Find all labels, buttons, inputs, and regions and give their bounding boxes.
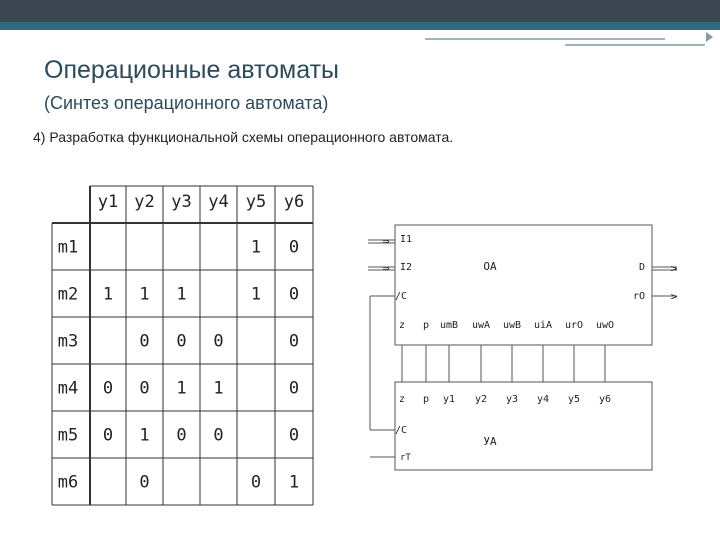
ua-input-C: /C xyxy=(395,425,408,436)
column-header-y4: y4 xyxy=(208,192,229,212)
table-cell: 0 xyxy=(102,378,114,399)
microoperation-table xyxy=(52,186,313,505)
row-label-m1: m1 xyxy=(57,237,79,258)
block-diagram-labels xyxy=(382,234,677,463)
ua-signal-y3: y3 xyxy=(505,394,519,405)
oa-signal-uwB: uwB xyxy=(502,320,522,331)
column-header-y1: y1 xyxy=(97,192,119,212)
table-cell: 0 xyxy=(288,237,300,258)
oa-output-D: D xyxy=(638,262,645,273)
table-cell: 0 xyxy=(139,331,150,352)
ua-signal-y4: y4 xyxy=(536,394,550,405)
oa-signal-uiA: uiA xyxy=(533,320,553,331)
oa-input-C: /C xyxy=(395,291,408,302)
column-header-y5: y5 xyxy=(245,192,267,212)
oa-signal-z: z xyxy=(398,320,406,331)
table-cell: 0 xyxy=(213,425,224,446)
table-cell: 0 xyxy=(176,425,187,446)
table-cell: 0 xyxy=(288,284,300,305)
input-arrow-icon: ⇒ xyxy=(382,261,390,275)
table-cell: 0 xyxy=(139,378,150,399)
ua-rect xyxy=(395,382,652,470)
oa-signal-uwO: uwO xyxy=(595,320,615,331)
oa-name: ОА xyxy=(483,260,497,273)
oa-input-I1: I1 xyxy=(400,234,413,245)
table-cell: 0 xyxy=(288,378,300,399)
table-cell: 0 xyxy=(250,472,262,493)
oa-signal-uwA: uwA xyxy=(471,320,491,331)
table-cell: 0 xyxy=(213,331,224,352)
step-heading: 4) Разработка функциональной схемы операционного автомата. xyxy=(33,129,454,145)
table-cell: 1 xyxy=(250,237,262,258)
table-cell: 1 xyxy=(139,425,150,446)
table-cell: 1 xyxy=(176,284,187,305)
column-header-y6: y6 xyxy=(283,192,305,212)
table-cell: 1 xyxy=(288,472,300,493)
row-label-m3: m3 xyxy=(57,331,79,352)
oa-input-I2: I2 xyxy=(400,262,413,273)
oa-block xyxy=(368,225,677,470)
ua-signal-y6: y6 xyxy=(598,394,612,405)
slide-subtitle: (Синтез операционного автомата) xyxy=(44,93,329,113)
table-cell: 0 xyxy=(288,331,300,352)
ua-signal-y2: y2 xyxy=(474,394,488,405)
oa-signal-urO: urO xyxy=(564,320,584,331)
table-cell: 0 xyxy=(176,331,187,352)
ua-signal-p: p xyxy=(422,394,430,405)
ua-signal-z: z xyxy=(398,394,406,405)
output-arrow-icon: > xyxy=(670,290,678,303)
table-cell: 1 xyxy=(213,378,224,399)
oa-signal-p: p xyxy=(422,320,430,331)
table-cell: 0 xyxy=(288,425,300,446)
table-cell: 1 xyxy=(102,284,114,305)
oa-signal-umB: umB xyxy=(439,320,459,331)
output-arrow-icon: > xyxy=(670,262,678,275)
table-cell: 0 xyxy=(139,472,150,493)
ua-input-rT: rT xyxy=(400,453,411,463)
input-arrow-icon: ⇒ xyxy=(382,234,390,248)
row-label-m5: m5 xyxy=(57,425,79,446)
ua-signal-y5: y5 xyxy=(567,394,581,405)
table-cell: 1 xyxy=(250,284,262,305)
row-label-m6: m6 xyxy=(57,472,79,493)
row-label-m4: m4 xyxy=(57,378,79,399)
column-header-y3: y3 xyxy=(171,192,192,212)
ua-name: УА xyxy=(483,435,497,448)
table-cell: 0 xyxy=(102,425,114,446)
slide-title: Операционные автоматы xyxy=(44,56,339,84)
row-label-m2: m2 xyxy=(57,284,79,305)
table-cell: 1 xyxy=(176,378,187,399)
table-cell: 1 xyxy=(139,284,150,305)
oa-output-rO: rO xyxy=(632,291,645,302)
column-header-y2: y2 xyxy=(134,192,155,212)
ua-signal-y1: y1 xyxy=(442,394,456,405)
